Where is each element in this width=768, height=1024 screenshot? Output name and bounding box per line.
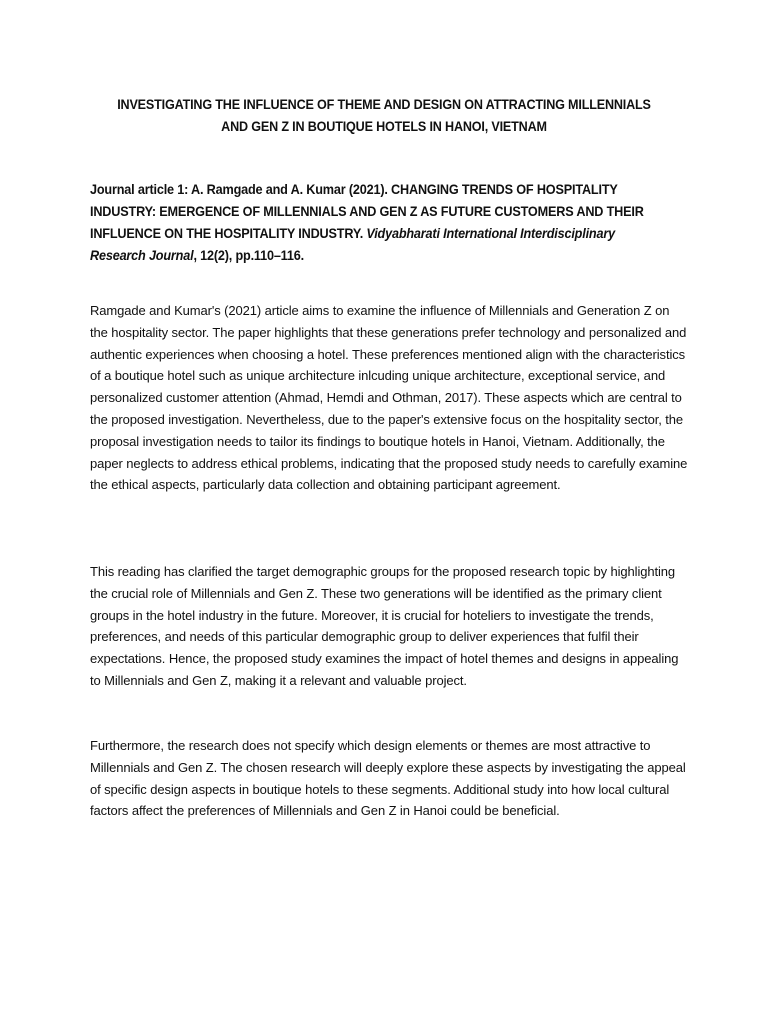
- body-paragraph: Ramgade and Kumar's (2021) article aims to examine the influence of Millennials and Generation Z on the hospitality sector. The paper highlights that these generations prefer technology and personalized and authentic experiences when choosing a hotel. These preferences mentioned align with the characteristics of a boutique hotel such as unique architecture inlcuding unique architecture, exceptional service, and personalized customer attention (Ahmad, Hemdi and Othman, 2017). These aspects which are central to the proposed investigation. Nevertheless, due to the paper's extensive focus on the hospitality sector, the proposal investigation needs to tailor its findings to boutique hotels in Hanoi, Vietnam. Additionally, the paper neglects to address ethical problems, indicating that the proposed study needs to carefully examine the ethical aspects, particularly data collection and obtaining participant agreement.: [90, 303, 688, 493]
- journal-citation: [90, 178, 669, 266]
- citation-lead: Journal article 1: A. Ramgade and A. Kumar (2021). CHANGING TRENDS OF HOSPITALITY INDUSTRY: EMERGENCE OF MILLENNIALS AND GEN Z AS FUTURE CUSTOMERS AND THEIR INFLUENCE ON THE HOSPITALITY INDUSTRY.: [90, 181, 644, 241]
- body-paragraph: Furthermore, the research does not specify which design elements or themes are most attractive to Millennials and Gen Z. The chosen research will deeply explore these aspects by investigating the appeal of specific design aspects in boutique hotels to these segments. Additional study into how local cultural factors affect the preferences of Millennials and Gen Z in Hanoi could be beneficial.: [90, 738, 686, 819]
- body-paragraph: This reading has clarified the target demographic groups for the proposed research topic by highlighting the crucial role of Millennials and Gen Z. These two generations will be identified as the primary client groups in the hotel industry in the future. Moreover, it is crucial for hoteliers to investigate the trends, preferences, and needs of this particular demographic group to deliver experiences that fulfil their expectations. Hence, the proposed study examines the impact of hotel themes and designs in appealing to Millennials and Gen Z, making it a relevant and valuable project.: [90, 564, 679, 688]
- citation-journal-name: Vidyabharati International Interdisciplinary Research Journal: [90, 225, 615, 263]
- citation-details: , 12(2), pp.110–116.: [193, 247, 304, 263]
- document-title: INVESTIGATING THE INFLUENCE OF THEME AND DESIGN ON ATTRACTING MILLENNIALS AND GEN Z IN BOUTIQUE HOTELS IN HANOI, VIETNAM: [117, 96, 651, 134]
